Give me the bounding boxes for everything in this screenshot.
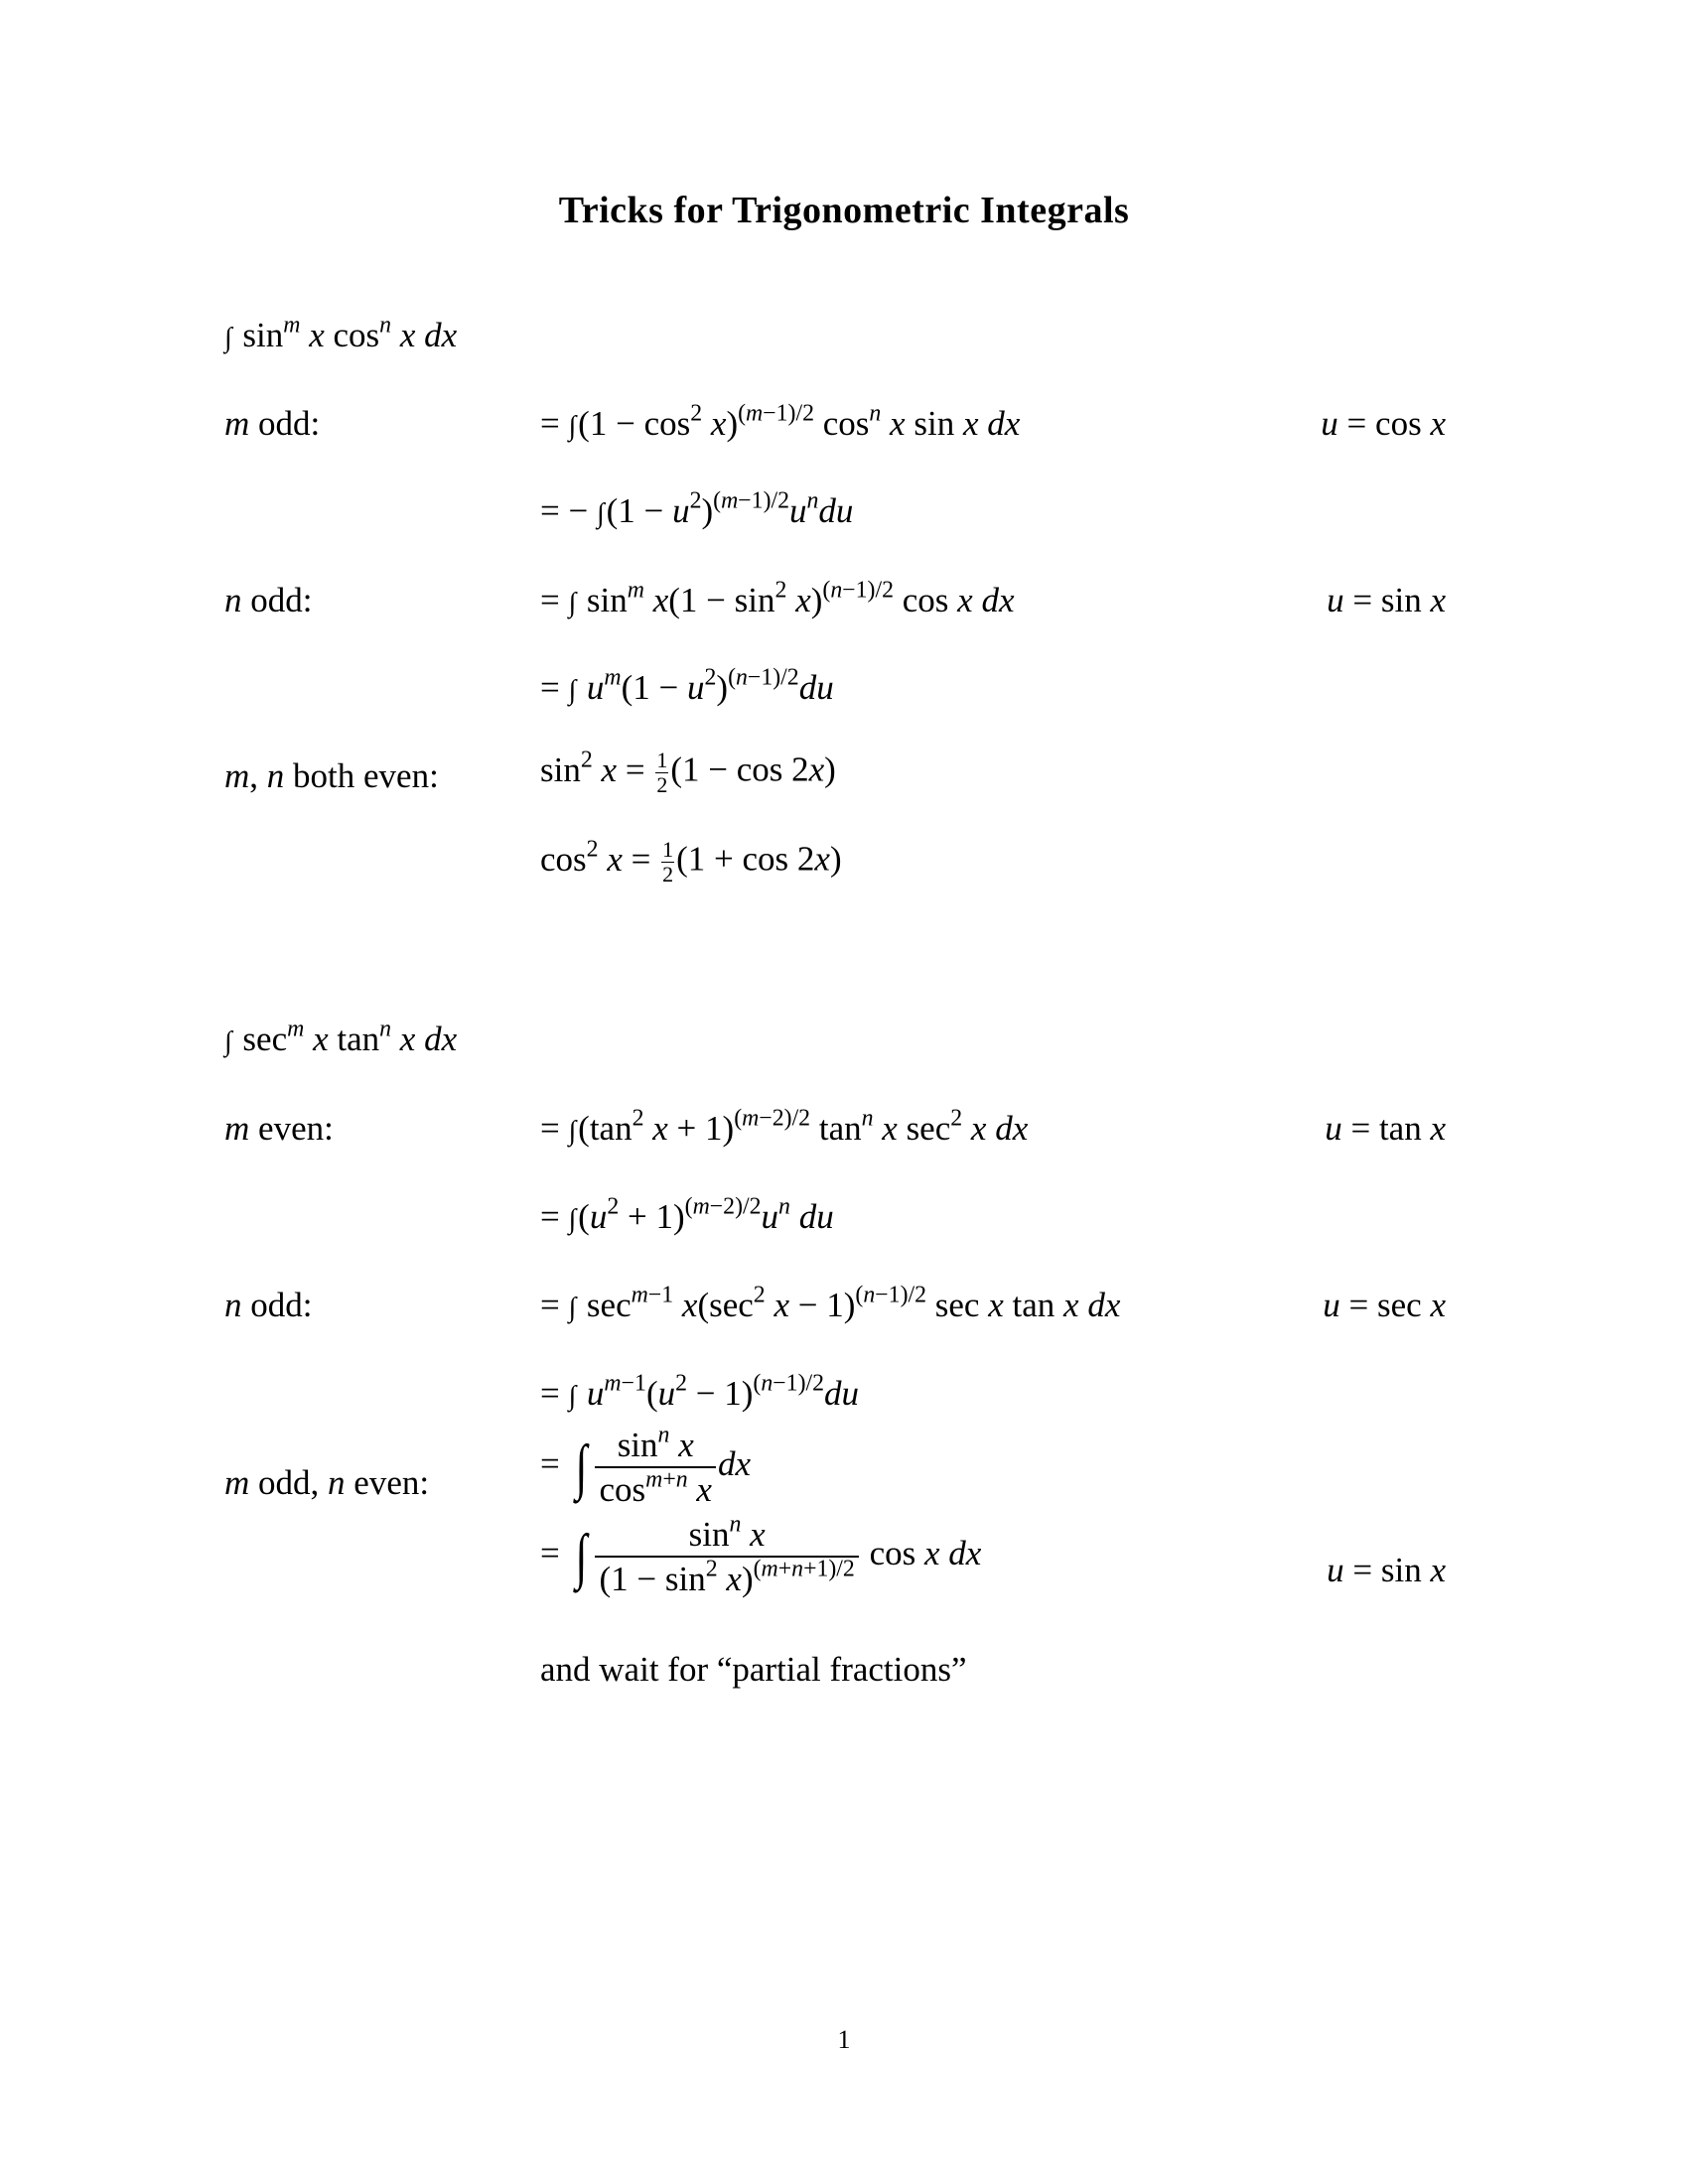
fraction [595, 1422, 715, 1509]
both-even-label: m, n both even: [224, 756, 439, 795]
superscript: (n−1)/2 [728, 664, 799, 691]
fraction-numerator: $\sin^n x$ [688, 1511, 766, 1554]
superscript: 2 [704, 664, 717, 691]
m-odd-n-even-step2 [540, 1511, 982, 1598]
superscript: m [604, 664, 622, 691]
fraction-denominator: 2 [662, 862, 674, 887]
superscript: m [627, 577, 644, 604]
m-odd-n-even-label: m odd, n even: [224, 1463, 430, 1502]
m-even-step2: = $\int(u^2 + 1)^{(m-2)/2}u^n$ du [540, 1193, 834, 1236]
superscript: n [657, 1422, 670, 1448]
m-odd-substitution: u = cos x [1321, 404, 1446, 443]
superscript: n [379, 312, 392, 339]
superscript: m [283, 312, 301, 339]
fraction [595, 1511, 858, 1598]
m-even-label: m even: [224, 1109, 334, 1148]
m-even-step1: = $\int(\tan^2$ x + 1)$^{(m-2)/2}$ $\tan^n x$ $\sec^2 x$ dx [540, 1105, 1029, 1148]
n-odd-label: n odd: [224, 581, 313, 619]
page-number: 1 [837, 2025, 851, 2054]
superscript: 2 [632, 1105, 644, 1132]
superscript: (n−1)/2 [855, 1282, 927, 1308]
superscript: (n−1)/2 [753, 1370, 825, 1397]
superscript: m−1 [604, 1370, 646, 1397]
superscript: (m+n+1)/2 [753, 1556, 855, 1582]
superscript: 2 [753, 1282, 766, 1308]
fraction-numerator: 1 [656, 748, 668, 772]
n-odd-step1: = ∫ $\sin^m x(1 - \sin^2 x)^{(n-1)/2}$ cos x dx [540, 577, 1015, 619]
sec-n-odd-step2: = ∫ $u^{m-1}(u^2 - 1)^{(n-1)/2}du$ [540, 1370, 860, 1413]
superscript: 2 [586, 835, 599, 862]
superscript: 2 [675, 1370, 687, 1397]
sin-identity-rhs: (1 − cos 2x) [670, 750, 836, 789]
superscript: n [729, 1511, 742, 1538]
fraction-numerator: $\sin^n x$ [617, 1422, 694, 1464]
m-odd-label: m odd: [224, 404, 321, 443]
differential: cos x dx [869, 1534, 982, 1573]
superscript: n [778, 1193, 790, 1220]
integral-sign: ∫ [575, 1523, 587, 1590]
superscript: n [379, 1016, 392, 1042]
sin-squared-identity [540, 746, 836, 797]
cos-squared-identity [540, 835, 842, 887]
superscript: (m−1)/2 [713, 487, 790, 514]
partial-fractions-note: and wait for “partial fractions” [540, 1650, 967, 1689]
m-even-substitution: u = tan x [1325, 1109, 1446, 1148]
superscript: 2 [607, 1193, 620, 1220]
m-odd-n-even-step1 [540, 1422, 751, 1509]
superscript: 2 [689, 487, 702, 514]
n-odd-substitution: u = sin x [1327, 581, 1446, 619]
superscript: (m−2)/2 [684, 1193, 762, 1220]
sin-identity-lhs: $\sin^2 x$ = [540, 746, 645, 789]
superscript: 2 [580, 746, 593, 772]
m-odd-step2: = − $\int(1 - u^2)^{(m-1)/2}u^ndu$ [540, 487, 854, 530]
superscript: n [869, 400, 882, 427]
sec-n-odd-step1: = ∫ $\sec^{m-1} x(\sec^2$ x − 1)$^{(n-1)/2}$ sec x tan x dx [540, 1282, 1121, 1324]
superscript: m−1 [631, 1282, 674, 1308]
integral-sign: ∫ [575, 1433, 587, 1501]
superscript: (m−2)/2 [734, 1105, 811, 1132]
n-odd-step2: = ∫ $u^m(1 - u^2)^{(n-1)/2}du$ [540, 664, 834, 707]
superscript: 2 [950, 1105, 963, 1132]
fraction-denominator: $(1 - \sin^2 x)^{(m+n+1)/2}$ [595, 1556, 858, 1596]
fraction-denominator: $\cos^{m+n} x$ [595, 1466, 715, 1507]
page-title: Tricks for Trigonometric Integrals [558, 190, 1130, 231]
superscript: 2 [774, 577, 787, 604]
section2-heading: ∫ $\sec^m x$ $\tan^n x$ dx [224, 1016, 458, 1058]
superscript: n [861, 1105, 874, 1132]
m-odd-n-even-substitution: u = sin x [1327, 1551, 1446, 1589]
m-odd-step1: = $\int(1 - \cos^2 x)^{(m-1)/2}$ $\cos^n x$ sin x dx [540, 400, 1021, 443]
equals-sign: = [540, 1534, 560, 1573]
superscript: n [806, 487, 819, 514]
superscript: (m−1)/2 [738, 400, 814, 427]
differential: dx [717, 1444, 751, 1484]
sec-n-odd-label: n odd: [224, 1286, 313, 1324]
half-fraction [655, 750, 668, 796]
superscript: (n−1)/2 [822, 577, 894, 604]
cos-identity-lhs: $\cos^2 x$ = [540, 835, 651, 879]
cos-identity-rhs: (1 + cos 2x) [676, 839, 842, 879]
half-fraction [661, 839, 674, 886]
superscript: m [287, 1016, 305, 1042]
fraction-numerator: 1 [662, 837, 674, 862]
section1-heading: ∫ $\sin^m x$ $\cos^n x$ dx [224, 312, 458, 354]
sec-n-odd-substitution: u = sec x [1323, 1286, 1446, 1324]
superscript: m+n [645, 1466, 688, 1493]
superscript: 2 [690, 400, 703, 427]
fraction-denominator: 2 [656, 772, 668, 797]
equals-sign: = [540, 1444, 560, 1484]
superscript: 2 [705, 1556, 718, 1582]
